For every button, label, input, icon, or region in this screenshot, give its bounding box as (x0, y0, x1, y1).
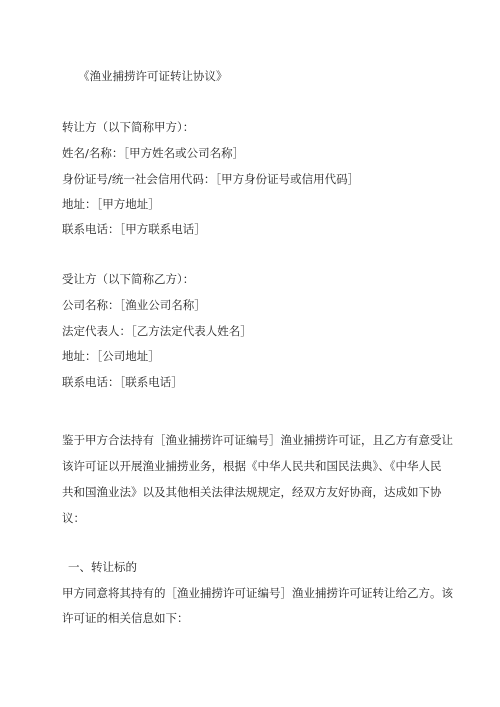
preamble-line: 该许可证以开展渔业捕捞业务，根据《中华人民共和国民法典》、《中华人民 (62, 459, 442, 473)
party-a-address: 地址：［甲方地址］ (62, 197, 160, 211)
party-b-legal-rep: 法定代表人：［乙方法定代表人姓名］ (62, 324, 252, 338)
party-b-phone: 联系电话：［联系电话］ (62, 375, 183, 389)
preamble-line: 议： (62, 511, 85, 525)
party-a-phone: 联系电话：［甲方联系电话］ (62, 222, 206, 236)
section-1-body-line: 许可证的相关信息如下： (62, 611, 189, 625)
section-1-heading: 一、转让标的 (68, 560, 137, 574)
doc-title: 《渔业捕捞许可证转让协议》 (78, 69, 228, 83)
party-a-heading: 转让方（以下简称甲方）： (62, 120, 195, 134)
preamble-line: 共和国渔业法》以及其他相关法律法规规定，经双方友好协商，达成如下协 (62, 485, 442, 499)
party-b-company: 公司名称：［渔业公司名称］ (62, 298, 206, 312)
party-a-name: 姓名/名称：［甲方姓名或公司名称］ (62, 146, 245, 160)
section-1-body-line: 甲方同意将其持有的［渔业捕捞许可证编号］渔业捕捞许可证转让给乙方。该 (62, 586, 453, 600)
preamble-line: 鉴于甲方合法持有［渔业捕捞许可证编号］渔业捕捞许可证，且乙方有意受让 (62, 433, 453, 447)
party-b-address: 地址：［公司地址］ (62, 349, 160, 363)
party-b-heading: 受让方（以下简称乙方）： (62, 272, 195, 286)
party-a-id: 身份证号/统一社会信用代码：［甲方身份证号或信用代码］ (62, 172, 360, 186)
